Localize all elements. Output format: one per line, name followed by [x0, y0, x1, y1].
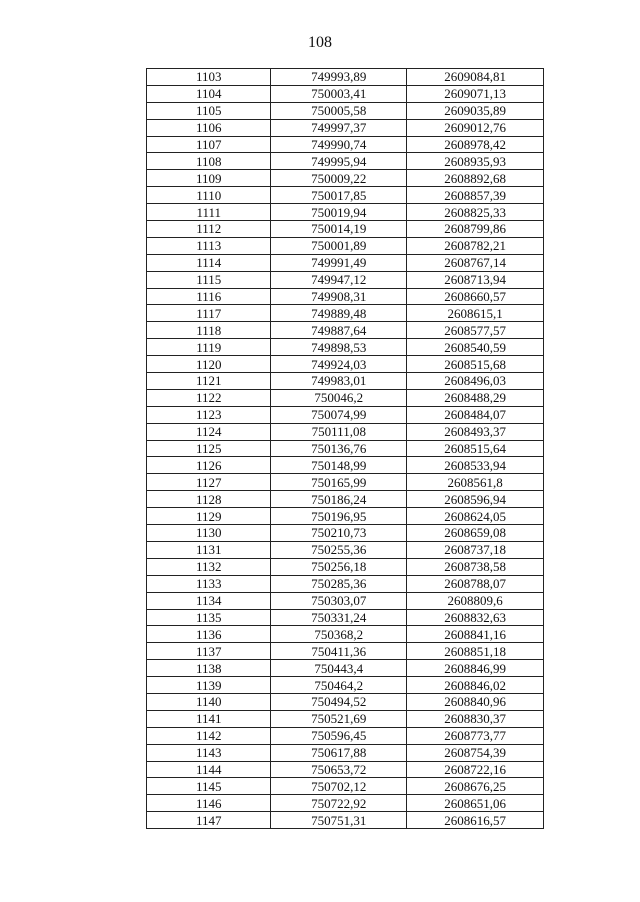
- table-row: [147, 85, 544, 102]
- x-coordinate-cell: 750255,36: [271, 541, 407, 558]
- point-number-cell: 1139: [147, 677, 271, 694]
- table-row: [147, 339, 544, 356]
- y-coordinate-cell: 2609035,89: [407, 102, 544, 119]
- point-number-cell: 1134: [147, 592, 271, 609]
- y-coordinate-cell: 2608660,57: [407, 288, 544, 305]
- table-row: [147, 136, 544, 153]
- table-row: [147, 541, 544, 558]
- y-coordinate-cell: 2608533,94: [407, 457, 544, 474]
- x-coordinate-cell: 750596,45: [271, 727, 407, 744]
- y-coordinate-cell: 2608737,18: [407, 541, 544, 558]
- x-coordinate-cell: 749997,37: [271, 119, 407, 136]
- y-coordinate-cell: 2608722,16: [407, 761, 544, 778]
- x-coordinate-cell: 750411,36: [271, 643, 407, 660]
- point-number-cell: 1107: [147, 136, 271, 153]
- table-row: [147, 795, 544, 812]
- point-number-cell: 1120: [147, 356, 271, 373]
- table-row: [147, 609, 544, 626]
- table-row: [147, 491, 544, 508]
- x-coordinate-cell: 750136,76: [271, 440, 407, 457]
- table-row: [147, 373, 544, 390]
- table-row: [147, 237, 544, 254]
- x-coordinate-cell: 750196,95: [271, 508, 407, 525]
- x-coordinate-cell: 750074,99: [271, 406, 407, 423]
- x-coordinate-cell: 750017,85: [271, 187, 407, 204]
- page-number: 108: [308, 34, 332, 51]
- x-coordinate-cell: 750019,94: [271, 204, 407, 221]
- table-row: [147, 643, 544, 660]
- point-number-cell: 1135: [147, 609, 271, 626]
- x-coordinate-cell: 750722,92: [271, 795, 407, 812]
- y-coordinate-cell: 2608830,37: [407, 710, 544, 727]
- point-number-cell: 1142: [147, 727, 271, 744]
- table-row: [147, 170, 544, 187]
- point-number-cell: 1136: [147, 626, 271, 643]
- x-coordinate-cell: 750285,36: [271, 575, 407, 592]
- x-coordinate-cell: 750494,52: [271, 693, 407, 710]
- point-number-cell: 1138: [147, 660, 271, 677]
- x-coordinate-cell: 749991,49: [271, 254, 407, 271]
- y-coordinate-cell: 2608624,05: [407, 508, 544, 525]
- point-number-cell: 1125: [147, 440, 271, 457]
- point-number-cell: 1114: [147, 254, 271, 271]
- y-coordinate-cell: 2608782,21: [407, 237, 544, 254]
- y-coordinate-cell: 2608841,16: [407, 626, 544, 643]
- point-number-cell: 1110: [147, 187, 271, 204]
- x-coordinate-cell: 750653,72: [271, 761, 407, 778]
- table-row: [147, 693, 544, 710]
- y-coordinate-cell: 2608935,93: [407, 153, 544, 170]
- x-coordinate-cell: 750521,69: [271, 710, 407, 727]
- x-coordinate-cell: 749947,12: [271, 271, 407, 288]
- table-row: [147, 727, 544, 744]
- x-coordinate-cell: 750165,99: [271, 474, 407, 491]
- point-number-cell: 1144: [147, 761, 271, 778]
- table-row: [147, 423, 544, 440]
- table-row: [147, 592, 544, 609]
- y-coordinate-cell: 2608857,39: [407, 187, 544, 204]
- point-number-cell: 1141: [147, 710, 271, 727]
- y-coordinate-cell: 2608840,96: [407, 693, 544, 710]
- point-number-cell: 1117: [147, 305, 271, 322]
- table-row: [147, 474, 544, 491]
- x-coordinate-cell: 750331,24: [271, 609, 407, 626]
- y-coordinate-cell: 2608846,99: [407, 660, 544, 677]
- y-coordinate-cell: 2608651,06: [407, 795, 544, 812]
- x-coordinate-cell: 749908,31: [271, 288, 407, 305]
- table-row: [147, 812, 544, 829]
- table-row: [147, 406, 544, 423]
- table-row: [147, 525, 544, 542]
- point-number-cell: 1116: [147, 288, 271, 305]
- table-row: [147, 153, 544, 170]
- table-row: [147, 660, 544, 677]
- table-row: [147, 778, 544, 795]
- point-number-cell: 1133: [147, 575, 271, 592]
- point-number-cell: 1104: [147, 85, 271, 102]
- coordinates-table-body: [147, 69, 544, 829]
- table-row: [147, 677, 544, 694]
- x-coordinate-cell: 750751,31: [271, 812, 407, 829]
- table-row: [147, 389, 544, 406]
- point-number-cell: 1137: [147, 643, 271, 660]
- x-coordinate-cell: 750014,19: [271, 221, 407, 238]
- table-row: [147, 102, 544, 119]
- point-number-cell: 1124: [147, 423, 271, 440]
- y-coordinate-cell: 2608484,07: [407, 406, 544, 423]
- point-number-cell: 1143: [147, 744, 271, 761]
- coordinates-table: [146, 68, 544, 829]
- point-number-cell: 1103: [147, 69, 271, 86]
- point-number-cell: 1145: [147, 778, 271, 795]
- table-row: [147, 254, 544, 271]
- table-row: [147, 305, 544, 322]
- point-number-cell: 1140: [147, 693, 271, 710]
- x-coordinate-cell: 749990,74: [271, 136, 407, 153]
- x-coordinate-cell: 749924,03: [271, 356, 407, 373]
- y-coordinate-cell: 2608616,57: [407, 812, 544, 829]
- x-coordinate-cell: 750009,22: [271, 170, 407, 187]
- point-number-cell: 1109: [147, 170, 271, 187]
- y-coordinate-cell: 2608767,14: [407, 254, 544, 271]
- y-coordinate-cell: 2608676,25: [407, 778, 544, 795]
- y-coordinate-cell: 2609084,81: [407, 69, 544, 86]
- table-row: [147, 119, 544, 136]
- point-number-cell: 1132: [147, 558, 271, 575]
- x-coordinate-cell: 750005,58: [271, 102, 407, 119]
- y-coordinate-cell: 2608577,57: [407, 322, 544, 339]
- table-row: [147, 744, 544, 761]
- y-coordinate-cell: 2608596,94: [407, 491, 544, 508]
- y-coordinate-cell: 2609071,13: [407, 85, 544, 102]
- point-number-cell: 1128: [147, 491, 271, 508]
- table-row: [147, 356, 544, 373]
- table-row: [147, 440, 544, 457]
- x-coordinate-cell: 749983,01: [271, 373, 407, 390]
- x-coordinate-cell: 749898,53: [271, 339, 407, 356]
- y-coordinate-cell: 2608978,42: [407, 136, 544, 153]
- point-number-cell: 1130: [147, 525, 271, 542]
- point-number-cell: 1106: [147, 119, 271, 136]
- x-coordinate-cell: 750001,89: [271, 237, 407, 254]
- point-number-cell: 1112: [147, 221, 271, 238]
- x-coordinate-cell: 750303,07: [271, 592, 407, 609]
- y-coordinate-cell: 2608615,1: [407, 305, 544, 322]
- x-coordinate-cell: 750368,2: [271, 626, 407, 643]
- point-number-cell: 1113: [147, 237, 271, 254]
- y-coordinate-cell: 2608773,77: [407, 727, 544, 744]
- table-row: [147, 575, 544, 592]
- table-row: [147, 187, 544, 204]
- x-coordinate-cell: 750046,2: [271, 389, 407, 406]
- x-coordinate-cell: 749993,89: [271, 69, 407, 86]
- x-coordinate-cell: 749887,64: [271, 322, 407, 339]
- point-number-cell: 1126: [147, 457, 271, 474]
- table-row: [147, 710, 544, 727]
- table-row: [147, 761, 544, 778]
- y-coordinate-cell: 2608809,6: [407, 592, 544, 609]
- table-row: [147, 558, 544, 575]
- point-number-cell: 1105: [147, 102, 271, 119]
- table-row: [147, 457, 544, 474]
- point-number-cell: 1131: [147, 541, 271, 558]
- point-number-cell: 1121: [147, 373, 271, 390]
- point-number-cell: 1119: [147, 339, 271, 356]
- x-coordinate-cell: 749995,94: [271, 153, 407, 170]
- y-coordinate-cell: 2608493,37: [407, 423, 544, 440]
- x-coordinate-cell: 749889,48: [271, 305, 407, 322]
- table-row: [147, 271, 544, 288]
- y-coordinate-cell: 2608515,64: [407, 440, 544, 457]
- y-coordinate-cell: 2608488,29: [407, 389, 544, 406]
- y-coordinate-cell: 2608738,58: [407, 558, 544, 575]
- table-row: [147, 221, 544, 238]
- x-coordinate-cell: 750003,41: [271, 85, 407, 102]
- x-coordinate-cell: 750617,88: [271, 744, 407, 761]
- y-coordinate-cell: 2609012,76: [407, 119, 544, 136]
- y-coordinate-cell: 2608788,07: [407, 575, 544, 592]
- point-number-cell: 1147: [147, 812, 271, 829]
- point-number-cell: 1129: [147, 508, 271, 525]
- y-coordinate-cell: 2608659,08: [407, 525, 544, 542]
- point-number-cell: 1127: [147, 474, 271, 491]
- y-coordinate-cell: 2608496,03: [407, 373, 544, 390]
- point-number-cell: 1111: [147, 204, 271, 221]
- table-row: [147, 508, 544, 525]
- table-row: [147, 626, 544, 643]
- x-coordinate-cell: 750443,4: [271, 660, 407, 677]
- y-coordinate-cell: 2608515,68: [407, 356, 544, 373]
- point-number-cell: 1108: [147, 153, 271, 170]
- y-coordinate-cell: 2608561,8: [407, 474, 544, 491]
- y-coordinate-cell: 2608851,18: [407, 643, 544, 660]
- y-coordinate-cell: 2608825,33: [407, 204, 544, 221]
- y-coordinate-cell: 2608540,59: [407, 339, 544, 356]
- table-row: [147, 204, 544, 221]
- point-number-cell: 1146: [147, 795, 271, 812]
- table-row: [147, 69, 544, 86]
- x-coordinate-cell: 750256,18: [271, 558, 407, 575]
- table-row: [147, 288, 544, 305]
- point-number-cell: 1118: [147, 322, 271, 339]
- point-number-cell: 1123: [147, 406, 271, 423]
- x-coordinate-cell: 750210,73: [271, 525, 407, 542]
- y-coordinate-cell: 2608754,39: [407, 744, 544, 761]
- y-coordinate-cell: 2608832,63: [407, 609, 544, 626]
- table-row: [147, 322, 544, 339]
- y-coordinate-cell: 2608799,86: [407, 221, 544, 238]
- point-number-cell: 1122: [147, 389, 271, 406]
- y-coordinate-cell: 2608846,02: [407, 677, 544, 694]
- x-coordinate-cell: 750111,08: [271, 423, 407, 440]
- x-coordinate-cell: 750186,24: [271, 491, 407, 508]
- x-coordinate-cell: 750464,2: [271, 677, 407, 694]
- y-coordinate-cell: 2608713,94: [407, 271, 544, 288]
- point-number-cell: 1115: [147, 271, 271, 288]
- x-coordinate-cell: 750702,12: [271, 778, 407, 795]
- x-coordinate-cell: 750148,99: [271, 457, 407, 474]
- y-coordinate-cell: 2608892,68: [407, 170, 544, 187]
